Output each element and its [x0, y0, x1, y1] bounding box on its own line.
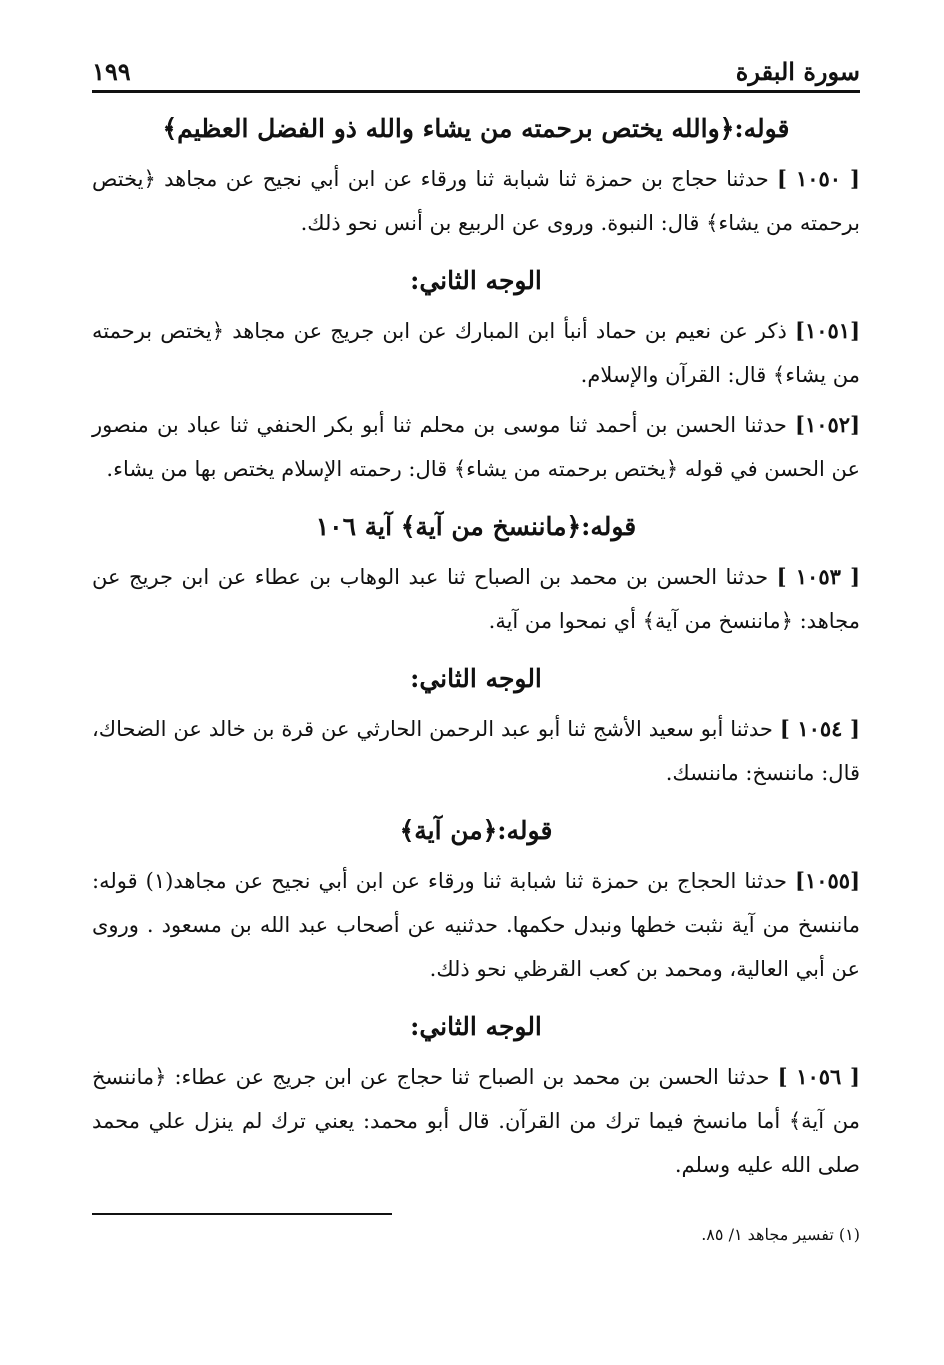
- heading: قوله:﴿والله يختص برحمته من يشاء والله ذو الفضل العظيم﴾: [162, 114, 790, 143]
- surah-title: سورة البقرة: [735, 57, 860, 86]
- hadith-text: حدثنا أبو سعيد الأشج ثنا أبو عبد الرحمن الحارثي عن قرة بن خالد عن الضحاك، قال: ماننسخ: ماننسك.: [92, 717, 860, 785]
- hadith-paragraph: [92, 403, 860, 491]
- page-header: [92, 48, 860, 93]
- hadith-text: حدثنا حجاج بن حمزة ثنا شبابة ثنا ورقاء عن ابن أبي نجيح عن مجاهد ﴿يختص برحمته من يشاء﴾ قال: النبوة. وروى عن الربيع بن أنس نحو ذلك.: [92, 167, 860, 235]
- hadith-number: [ ١٠٥٣ ]: [776, 564, 861, 589]
- hadith-paragraph: [92, 157, 860, 245]
- hadith-paragraph: [92, 309, 860, 397]
- heading: الوجه الثاني:: [410, 266, 542, 295]
- footnote-separator: [92, 1193, 860, 1215]
- hadith-number: [١٠٥٢]: [795, 412, 860, 437]
- hadith-number: [ ١٠٥٦ ]: [777, 1064, 860, 1089]
- hadith-paragraph: [92, 555, 860, 643]
- hadith-number: [ ١٠٥٤ ]: [779, 716, 860, 741]
- heading: قوله:﴿من آية﴾: [399, 816, 553, 845]
- hadith-paragraph: [92, 707, 860, 795]
- heading: قوله:﴿ماننسخ من آية﴾ آية ١٠٦: [315, 512, 637, 541]
- hadith-text: حدثنا الحسن بن أحمد ثنا موسى بن محلم ثنا أبو بكر الحنفي ثنا عباد بن منصور عن الحسن في قوله ﴿يختص برحمته من يشاء﴾ قال: رحمته الإسلام يختص بها من يشاء.: [92, 413, 860, 481]
- hadith-text: ذكر عن نعيم بن حماد أنبأ ابن المبارك عن ابن جريج عن مجاهد ﴿يختص برحمته من يشاء﴾ قال: القرآن والإسلام.: [92, 319, 860, 387]
- hadith-text: حدثنا الحسن بن محمد بن الصباح ثنا حجاج عن ابن جريج عن عطاء: ﴿ماننسخ من آية﴾ أما مانسخ فيما ترك من القرآن. قال أبو محمد: يعني ترك لم ينزل علي محمد صلى الله عليه وسلم.: [92, 1065, 860, 1177]
- hadith-paragraph: [92, 859, 860, 991]
- hadith-text: حدثنا الحجاج بن حمزة ثنا شبابة ثنا ورقاء عن ابن أبي نجيح عن مجاهد(١) قوله: ماننسخ من آية نثبت خطها ونبدل حكمها. حدثنيه عن أصحاب عبد الله بن مسعود . وروى عن أبي العالية، ومحمد بن كعب القرظي نحو ذلك.: [92, 869, 860, 981]
- hadith-number: [١٠٥٥]: [795, 868, 860, 893]
- hadith-number: [١٠٥١]: [795, 318, 860, 343]
- page-number: ١٩٩: [92, 57, 131, 86]
- footnote: (١) تفسير مجاهد ١/ ٨٥.: [701, 1225, 860, 1244]
- hadith-number: [ ١٠٥٠ ]: [777, 166, 860, 191]
- heading: الوجه الثاني:: [410, 664, 542, 693]
- hadith-paragraph: [92, 1055, 860, 1187]
- heading: الوجه الثاني:: [410, 1012, 542, 1041]
- hadith-text: حدثنا الحسن بن محمد بن الصباح ثنا عبد الوهاب بن عطاء عن ابن جريج عن مجاهد: ﴿ماننسخ من آية﴾ أي نمحوا من آية.: [92, 565, 860, 633]
- footnote-rule: [92, 1213, 392, 1215]
